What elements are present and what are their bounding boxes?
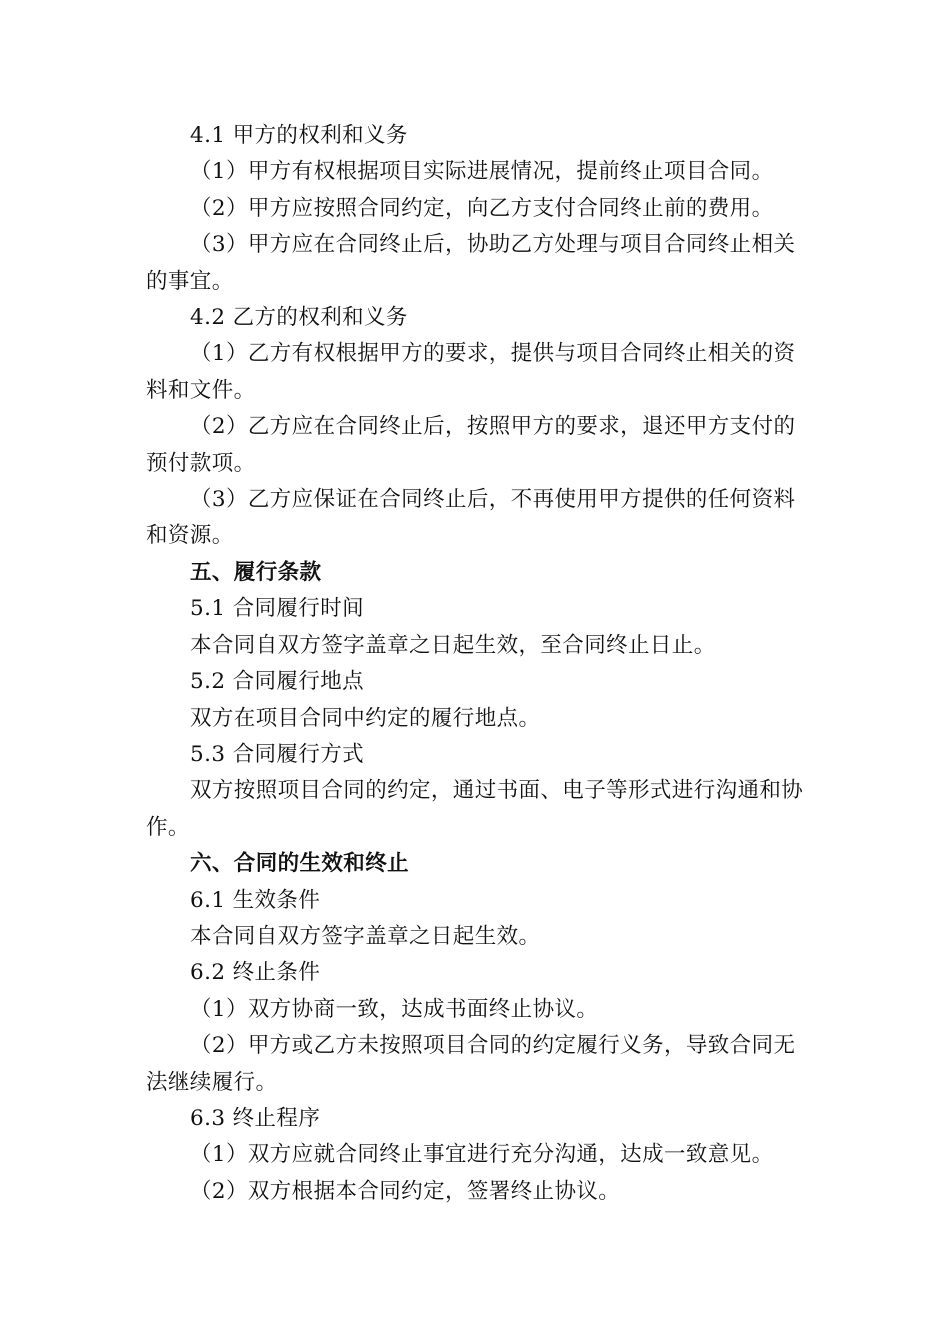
clause-heading-4-2: 4.2 乙方的权利和义务 xyxy=(190,305,408,331)
clause-heading-4-1: 4.1 甲方的权利和义务 xyxy=(190,123,408,148)
clause-body-5-2: 双方在项目合同中约定的履行地点。 xyxy=(190,705,541,731)
clause-heading-5-3: 5.3 合同履行方式 xyxy=(190,741,365,767)
clause-item-4-1-1: （1）甲方有权根据项目实际进展情况，提前终止项目合同。 xyxy=(190,159,774,185)
clause-heading-5-2: 5.2 合同履行地点 xyxy=(190,669,365,695)
clause-heading-6-1: 6.1 生效条件 xyxy=(190,887,321,913)
clause-item-6-2-1: （1）双方协商一致，达成书面终止协议。 xyxy=(190,996,599,1022)
clause-item-6-3-2: （2）双方根据本合同约定，签署终止协议。 xyxy=(190,1178,621,1204)
clause-item-4-2-2: （2）乙方应在合同终止后，按照甲方的要求，退还甲方支付的预付款项。 xyxy=(146,414,796,476)
clause-item-4-2-1: （1）乙方有权根据甲方的要求，提供与项目合同终止相关的资料和文件。 xyxy=(146,341,796,403)
clause-body-5-3: 双方按照项目合同的约定，通过书面、电子等形式进行沟通和协作。 xyxy=(146,778,804,840)
clause-item-4-1-3: （3）甲方应在合同终止后，协助乙方处理与项目合同终止相关的事宜。 xyxy=(146,232,796,294)
clause-item-6-3-1: （1）双方应就合同终止事宜进行充分沟通，达成一致意见。 xyxy=(190,1142,774,1168)
clause-heading-6-3: 6.3 终止程序 xyxy=(190,1105,321,1131)
clause-item-6-2-2: （2）甲方或乙方未按照项目合同的约定履行义务，导致合同无法继续履行。 xyxy=(146,1033,796,1095)
clause-item-4-1-2: （2）甲方应按照合同约定，向乙方支付合同终止前的费用。 xyxy=(190,195,774,221)
clause-body-5-1: 本合同自双方签字盖章之日起生效，至合同终止日止。 xyxy=(190,632,716,658)
clause-heading-6-2: 6.2 终止条件 xyxy=(190,960,321,986)
section-heading-5: 五、履行条款 xyxy=(190,559,322,585)
section-heading-6: 六、合同的生效和终止 xyxy=(190,851,410,877)
clause-body-6-1: 本合同自双方签字盖章之日起生效。 xyxy=(190,923,541,949)
clause-heading-5-1: 5.1 合同履行时间 xyxy=(190,596,365,622)
clause-item-4-2-3: （3）乙方应保证在合同终止后，不再使用甲方提供的任何资料和资源。 xyxy=(146,487,796,549)
document-page xyxy=(146,118,806,1210)
